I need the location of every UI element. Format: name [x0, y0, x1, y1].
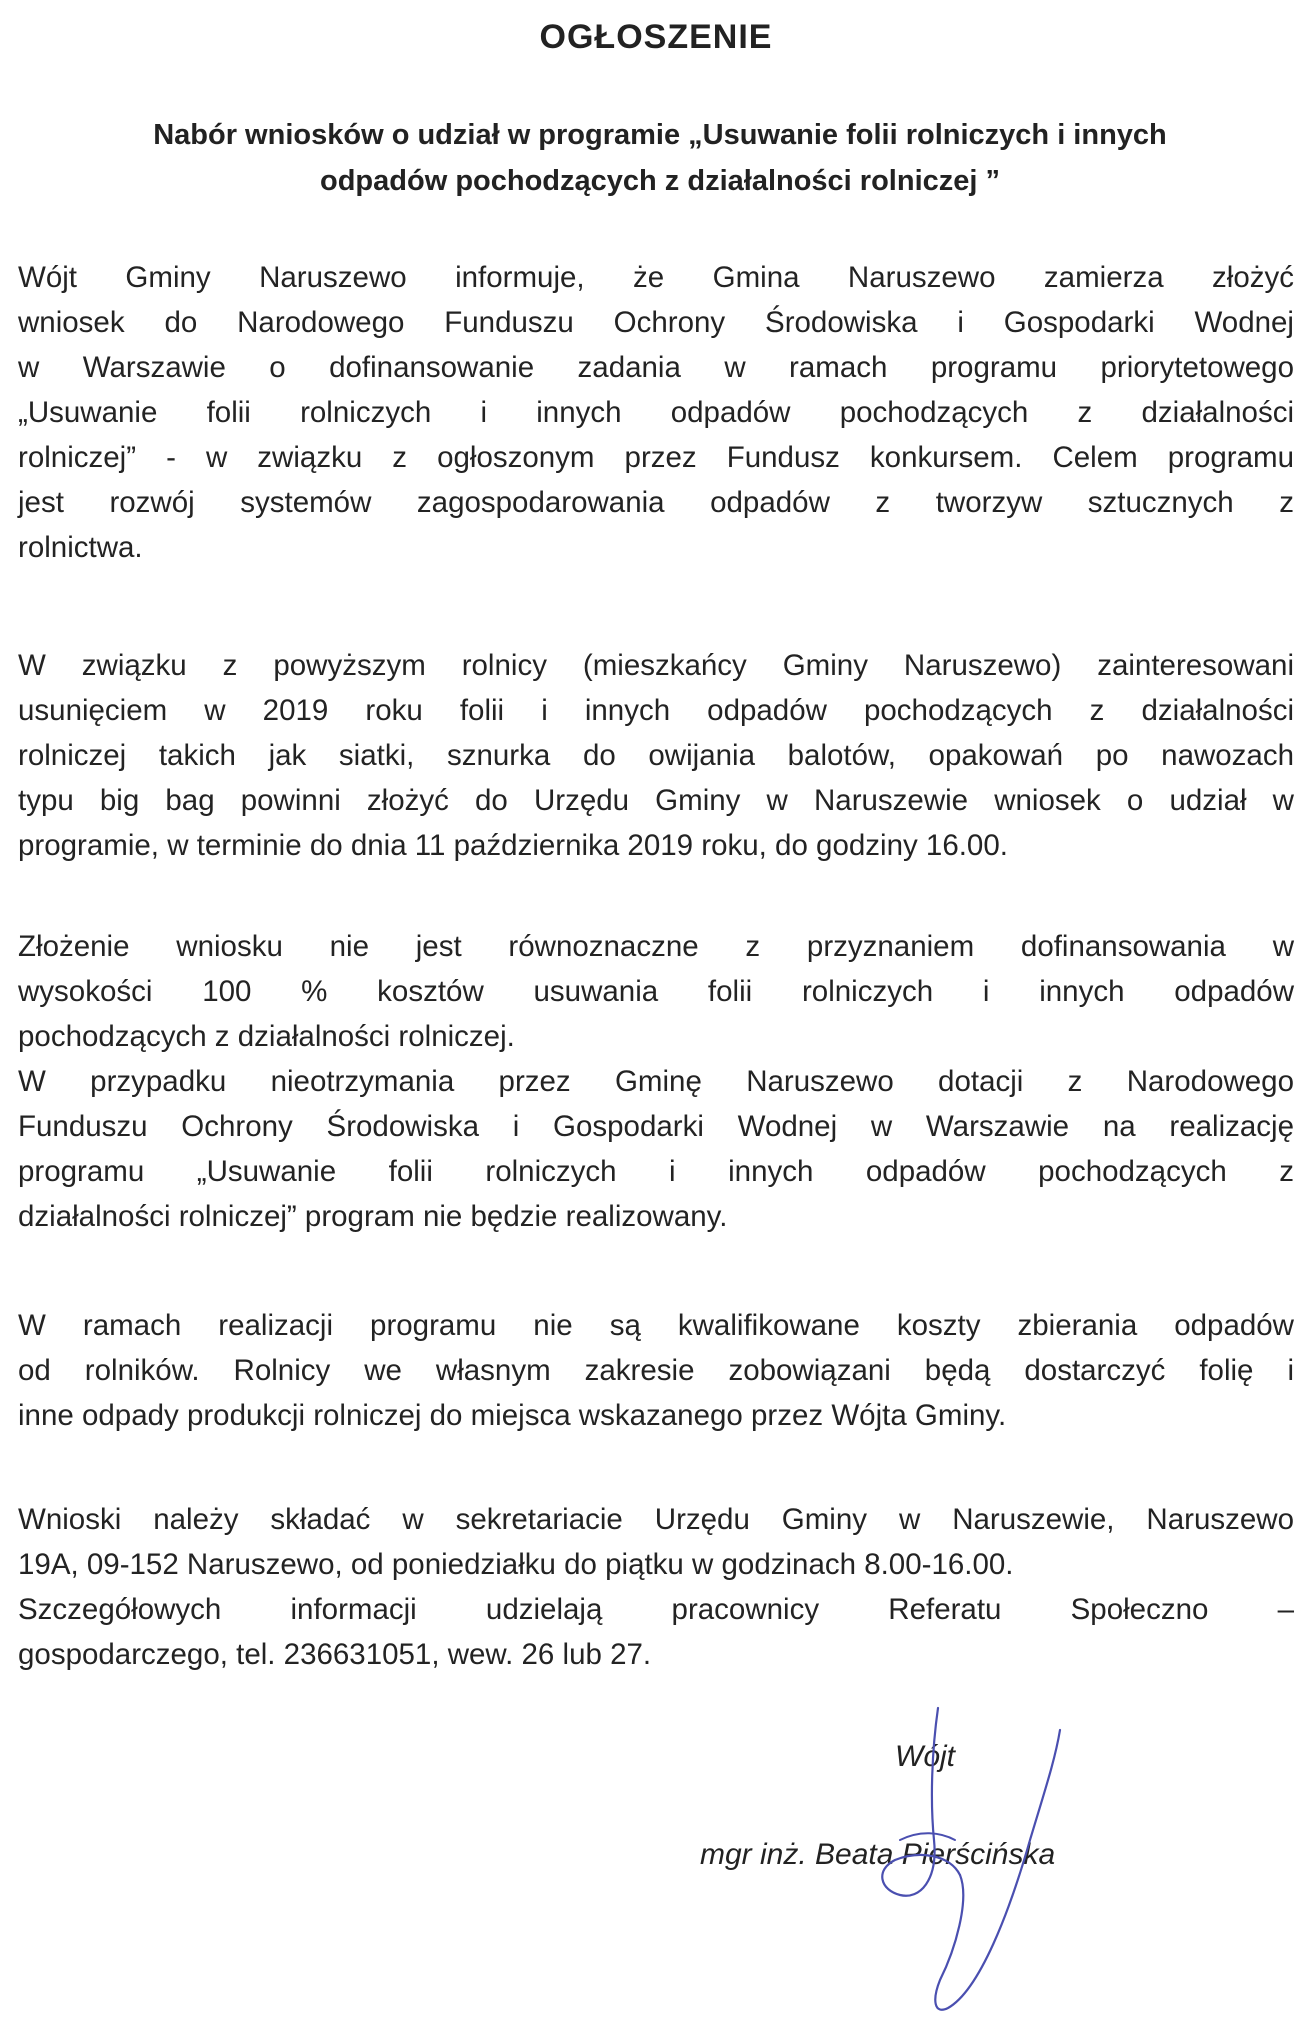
- paragraph-line: wysokości 100 % kosztów usuwania folii rolniczych i innych odpadów: [18, 975, 1294, 1008]
- paragraph-line: W związku z powyższym rolnicy (mieszkańcy Gminy Naruszewo) zainteresowani: [18, 649, 1294, 682]
- signatory-title: Wójt: [895, 1740, 955, 1773]
- paragraph-funding: [18, 924, 1294, 1239]
- paragraph-line: rolniczej takich jak siatki, sznurka do owijania balotów, opakowań po nawozach: [18, 739, 1294, 772]
- subtitle-line: odpadów pochodzących z działalności rolniczej ”: [320, 165, 1000, 197]
- paragraph-line: W przypadku nieotrzymania przez Gminę Naruszewo dotacji z Narodowego: [18, 1065, 1294, 1098]
- paragraph-line: inne odpady produkcji rolniczej do miejsca wskazanego przez Wójta Gminy.: [18, 1399, 1007, 1432]
- announcement-subtitle: [40, 112, 1280, 204]
- subtitle-line: Nabór wniosków o udział w programie „Usuwanie folii rolniczych i innych: [153, 119, 1167, 151]
- announcement-title: OGŁOSZENIE: [539, 18, 773, 56]
- paragraph-line: Wójt Gminy Naruszewo informuje, że Gmina Naruszewo zamierza złożyć: [18, 261, 1294, 294]
- paragraph-line: jest rozwój systemów zagospodarowania odpadów z tworzyw sztucznych z: [18, 486, 1294, 519]
- paragraph-costs: [18, 1303, 1294, 1438]
- paragraph-line: działalności rolniczej” program nie będzie realizowany.: [18, 1200, 728, 1233]
- paragraph-line: rolnictwa.: [18, 531, 143, 564]
- paragraph-deadline: [18, 643, 1294, 868]
- paragraph-line: wniosek do Narodowego Funduszu Ochrony Środowiska i Gospodarki Wodnej: [18, 306, 1294, 339]
- paragraph-line: programie, w terminie do dnia 11 października 2019 roku, do godziny 16.00.: [18, 829, 1008, 862]
- handwritten-signature: [860, 1690, 1120, 2030]
- paragraph-line: typu big bag powinni złożyć do Urzędu Gminy w Naruszewie wniosek o udział w: [18, 784, 1294, 817]
- paragraph-line: pochodzących z działalności rolniczej.: [18, 1020, 515, 1053]
- paragraph-contact: [18, 1497, 1294, 1677]
- paragraph-line: 19A, 09-152 Naruszewo, od poniedziałku do piątku w godzinach 8.00-16.00.: [18, 1548, 1014, 1581]
- paragraph-line: usunięciem w 2019 roku folii i innych odpadów pochodzących z działalności: [18, 694, 1294, 727]
- paragraph-line: rolniczej” - w związku z ogłoszonym przez Fundusz konkursem. Celem programu: [18, 441, 1294, 474]
- paragraph-line: W ramach realizacji programu nie są kwalifikowane koszty zbierania odpadów: [18, 1309, 1294, 1342]
- paragraph-line: Złożenie wniosku nie jest równoznaczne z przyznaniem dofinansowania w: [18, 930, 1294, 963]
- paragraph-line: gospodarczego, tel. 236631051, wew. 26 lub 27.: [18, 1638, 652, 1671]
- paragraph-line: programu „Usuwanie folii rolniczych i innych odpadów pochodzących z: [18, 1155, 1294, 1188]
- paragraph-intro: [18, 255, 1294, 570]
- signatory-name: mgr inż. Beata Pierścińska: [700, 1838, 1056, 1871]
- paragraph-line: „Usuwanie folii rolniczych i innych odpadów pochodzących z działalności: [18, 396, 1294, 429]
- paragraph-line: Szczegółowych informacji udzielają pracownicy Referatu Społeczno –: [18, 1593, 1294, 1626]
- paragraph-line: od rolników. Rolnicy we własnym zakresie zobowiązani będą dostarczyć folię i: [18, 1354, 1294, 1387]
- paragraph-line: Funduszu Ochrony Środowiska i Gospodarki Wodnej w Warszawie na realizację: [18, 1110, 1294, 1143]
- paragraph-line: Wnioski należy składać w sekretariacie Urzędu Gminy w Naruszewie, Naruszewo: [18, 1503, 1294, 1536]
- paragraph-line: w Warszawie o dofinansowanie zadania w ramach programu priorytetowego: [18, 351, 1294, 384]
